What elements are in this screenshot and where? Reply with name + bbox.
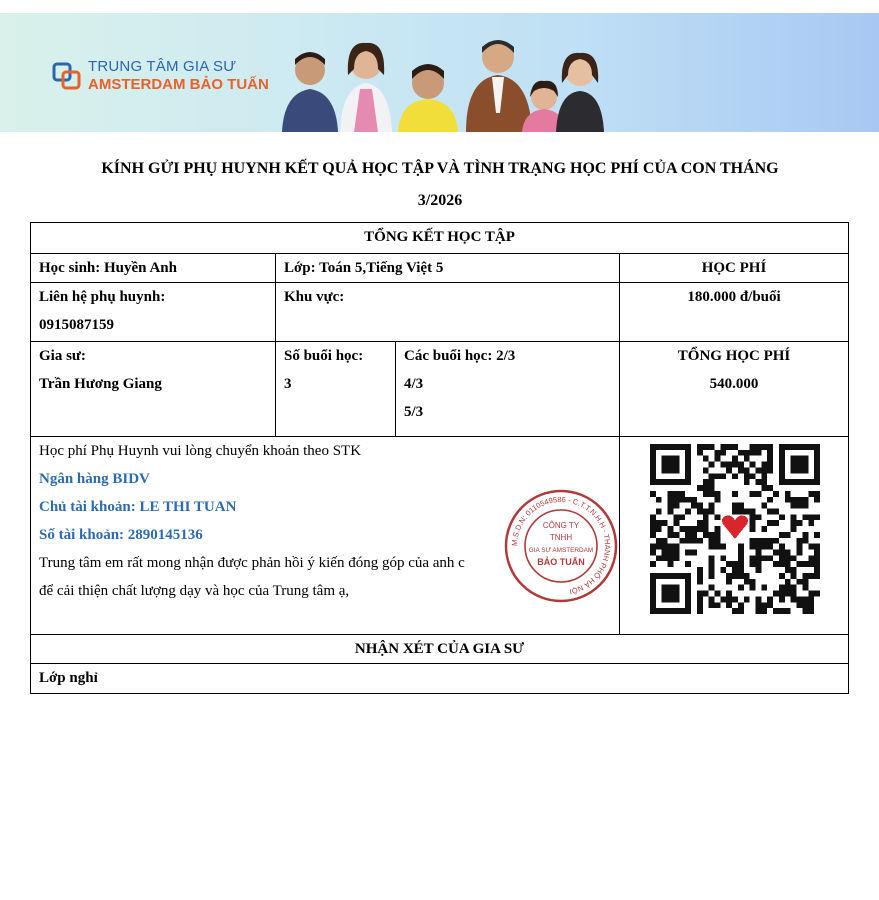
- stamp-ring-text: M.S.D.N: 0110549586 - C.T.T.N.H.H · THÀNH PHỐ HÀ NỘI: [509, 494, 613, 597]
- bank-name: Ngân hàng BIDV: [39, 471, 150, 487]
- qr-code-icon[interactable]: [650, 443, 820, 615]
- report-month: 3/2026: [417, 192, 463, 209]
- feedback-text-line2: để cải thiện chất lượng dạy và học của Trung tâm ạ,: [39, 583, 350, 599]
- student-name: Học sinh: Huyền Anh: [31, 254, 276, 283]
- stamp-line1: CÔNG TY: [542, 521, 580, 530]
- session-date: 4/3: [404, 376, 424, 392]
- total-fee-label: TỔNG HỌC PHÍ: [677, 348, 791, 364]
- total-fee-cell: [620, 342, 849, 437]
- logo-icon: [52, 62, 82, 90]
- qr-cell: [620, 437, 849, 635]
- account-number: Số tài khoản: 2890145136: [39, 527, 203, 543]
- tutor-name: Trần Hương Giang: [39, 376, 162, 392]
- total-fee-value: 540.000: [709, 376, 759, 392]
- tutor-comment: Lớp nghỉ: [31, 664, 849, 694]
- class-subjects: Lớp: Toán 5,Tiếng Việt 5: [276, 254, 620, 283]
- people-photo: [270, 13, 620, 132]
- report-heading: KÍNH GỬI PHỤ HUYNH KẾT QUẢ HỌC TẬP VÀ TÌNH TRẠNG HỌC PHÍ CỦA CON THÁNG: [101, 160, 779, 177]
- area-field: Khu vực:: [276, 283, 620, 342]
- logo-text-line1: TRUNG TÂM GIA SƯ: [88, 58, 237, 75]
- session-dates-label: Các buổi học: 2/3: [404, 348, 516, 364]
- sessions-cell: [276, 342, 396, 437]
- parent-contact: [31, 283, 276, 342]
- session-dates-cell: [396, 342, 620, 437]
- logo-text-line2: AMSTERDAM BẢO TUẤN: [88, 76, 269, 93]
- tutor-cell: [31, 342, 276, 437]
- sessions-count: 3: [284, 376, 292, 392]
- tutor-label: Gia sư:: [39, 348, 86, 364]
- parent-phone: 0915087159: [39, 317, 114, 333]
- stamp-line2: TNHH: [549, 533, 573, 542]
- account-holder: Chủ tài khoản: LE THI TUAN: [39, 499, 237, 515]
- session-date: 5/3: [404, 404, 424, 420]
- stamp-line4: BẢO TUẤN: [537, 557, 585, 567]
- payment-intro: Học phí Phụ Huynh vui lòng chuyển khoản theo STK: [39, 443, 362, 459]
- parent-contact-label: Liên hệ phụ huynh:: [39, 289, 166, 305]
- header-banner: [0, 13, 879, 132]
- company-stamp: [503, 488, 619, 604]
- fee-per-session: 180.000 đ/buổi: [620, 283, 849, 342]
- table-title: TỔNG KẾT HỌC TẬP: [31, 223, 849, 254]
- sessions-label: Số buổi học:: [284, 348, 364, 364]
- feedback-text-line1: Trung tâm em rất mong nhận được phản hồi ý kiến đóng góp của anh c: [39, 555, 465, 571]
- fee-header: HỌC PHÍ: [620, 254, 849, 283]
- tutor-comments-title: NHẬN XÉT CỦA GIA SƯ: [31, 635, 849, 664]
- stamp-line3: GIA SƯ AMSTERDAM: [528, 547, 594, 554]
- report-table: [30, 222, 849, 694]
